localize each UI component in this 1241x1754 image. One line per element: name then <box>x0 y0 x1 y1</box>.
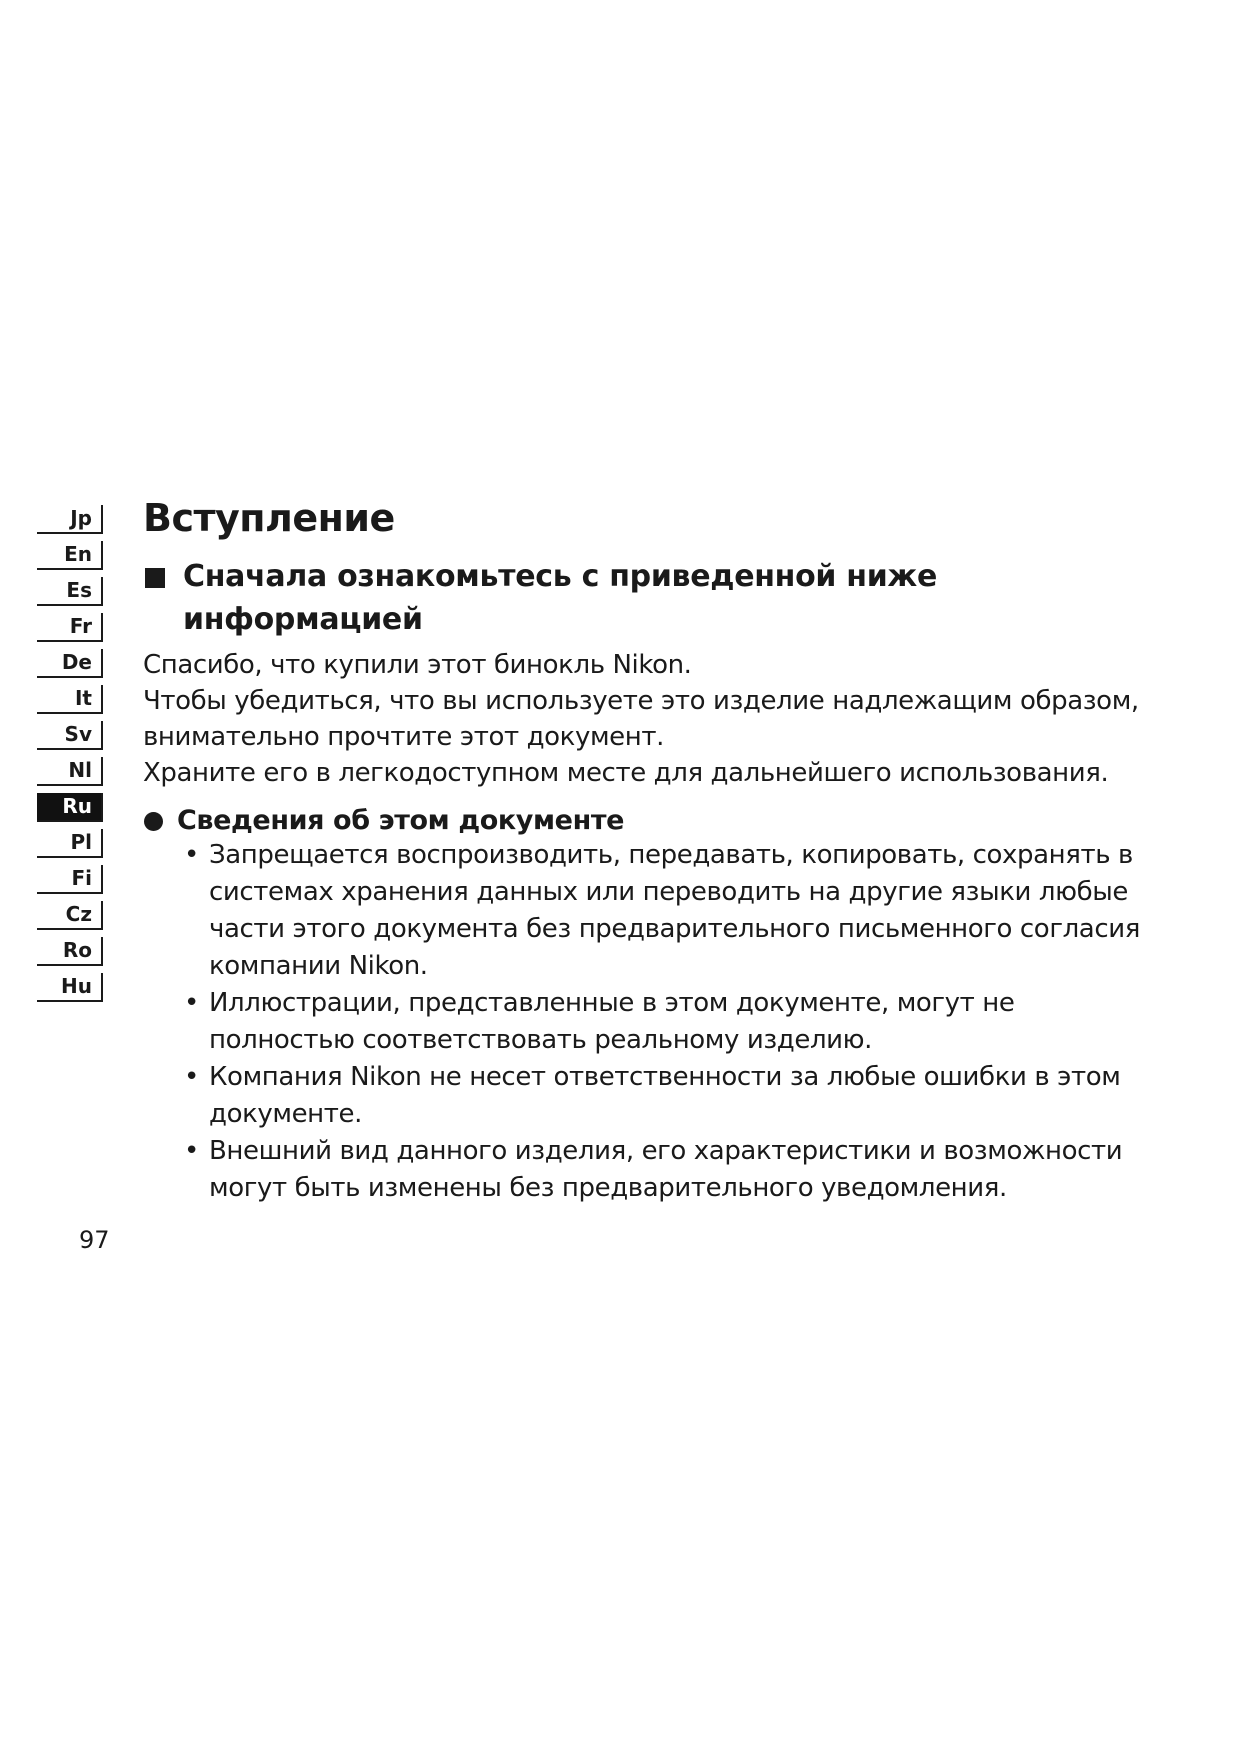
section-heading <box>143 555 1163 641</box>
page-content <box>143 490 1163 1207</box>
list-item <box>184 837 1163 985</box>
circle-bullet-icon <box>144 812 163 831</box>
lang-tab-it[interactable]: It <box>37 685 103 714</box>
lang-tab-cz[interactable]: Cz <box>37 901 103 930</box>
intro-line: Храните его в легкодоступном месте для дальнейшего использования. <box>143 758 1109 788</box>
intro-line: Чтобы убедиться, что вы используете это изделие надлежащим образом, внимательно прочтите этот документ. <box>143 686 1139 752</box>
bullet-dot-icon: • <box>184 1136 199 1166</box>
notice-list <box>143 837 1163 1207</box>
lang-tab-ru[interactable]: Ru <box>37 793 103 822</box>
list-item-text: Иллюстрации, представленные в этом документе, могут не полностью соответствовать реальному изделию. <box>209 988 1015 1055</box>
list-item <box>184 985 1163 1059</box>
list-item-text: Запрещается воспроизводить, передавать, копировать, сохранять в системах хранения данных или переводить на другие языки любые части этого документа без предварительного письменного согласия компании Nikon. <box>209 840 1140 981</box>
page-number: 97 <box>79 1226 110 1254</box>
square-bullet-icon <box>145 568 165 588</box>
sub-heading-text: Сведения об этом документе <box>177 805 624 836</box>
sub-heading <box>143 805 1163 837</box>
lang-tab-ro[interactable]: Ro <box>37 937 103 966</box>
lang-tab-sv[interactable]: Sv <box>37 721 103 750</box>
section-heading-text: Сначала ознакомьтесь с приведенной ниже информацией <box>183 559 938 637</box>
bullet-dot-icon: • <box>184 840 199 870</box>
lang-tab-fi[interactable]: Fi <box>37 865 103 894</box>
lang-tab-de[interactable]: De <box>37 649 103 678</box>
list-item <box>184 1059 1163 1133</box>
intro-paragraph <box>143 647 1163 791</box>
lang-tab-es[interactable]: Es <box>37 577 103 606</box>
lang-tab-fr[interactable]: Fr <box>37 613 103 642</box>
list-item-text: Внешний вид данного изделия, его характеристики и возможности могут быть изменены без предварительного уведомления. <box>209 1136 1123 1203</box>
language-tabs <box>37 505 103 1009</box>
lang-tab-jp[interactable]: Jp <box>37 505 103 534</box>
bullet-dot-icon: • <box>184 988 199 1018</box>
page-title: Вступление <box>143 496 395 540</box>
list-item <box>184 1133 1163 1207</box>
lang-tab-nl[interactable]: Nl <box>37 757 103 786</box>
list-item-text: Компания Nikon не несет ответственности за любые ошибки в этом документе. <box>209 1062 1121 1129</box>
lang-tab-pl[interactable]: Pl <box>37 829 103 858</box>
bullet-dot-icon: • <box>184 1062 199 1092</box>
intro-line: Спасибо, что купили этот бинокль Nikon. <box>143 650 692 680</box>
lang-tab-en[interactable]: En <box>37 541 103 570</box>
lang-tab-hu[interactable]: Hu <box>37 973 103 1002</box>
